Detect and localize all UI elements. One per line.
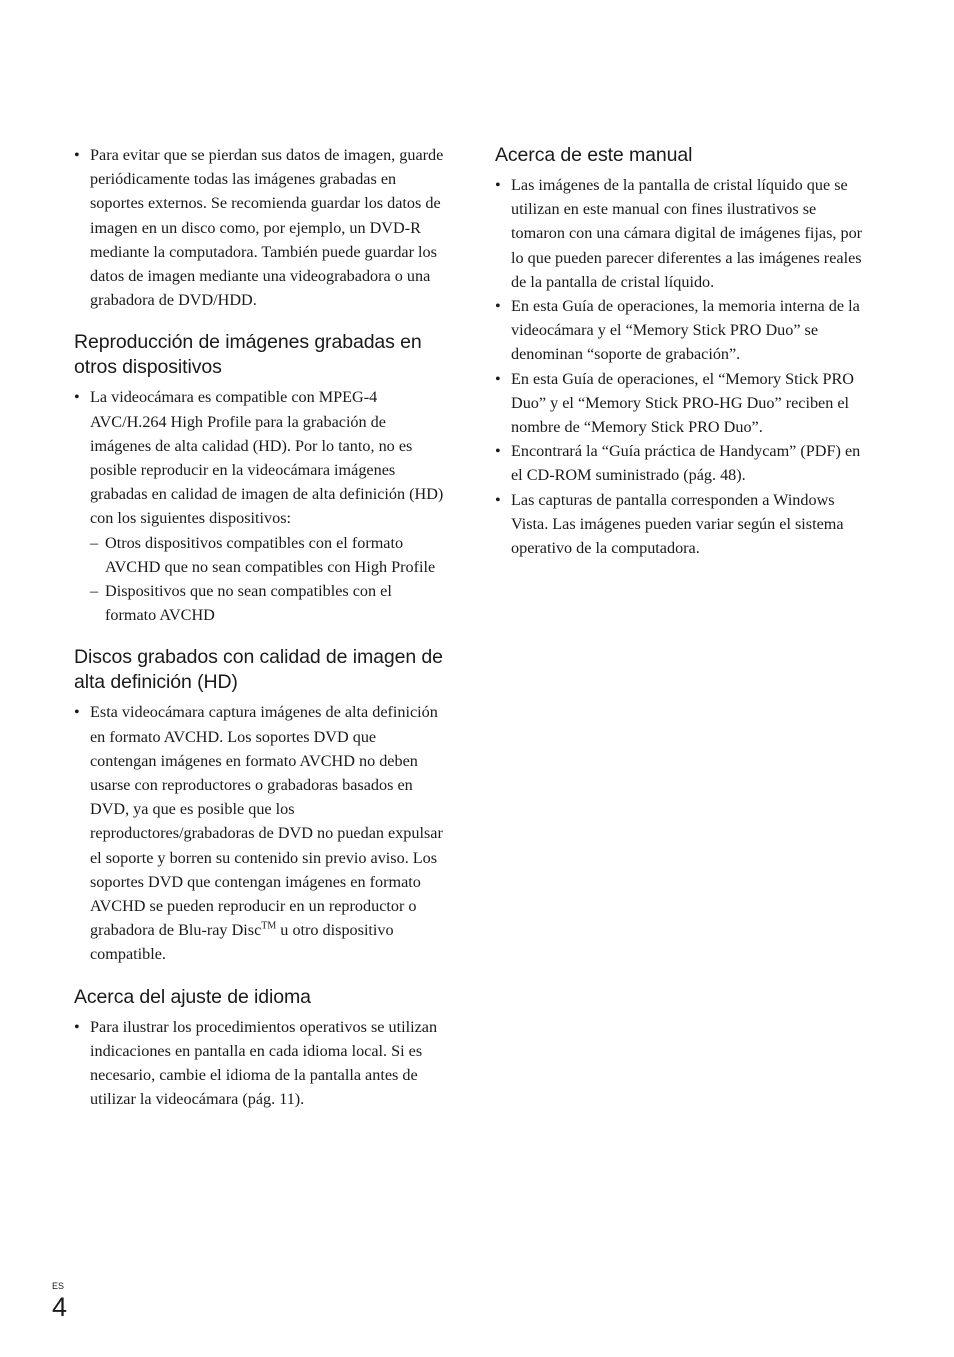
page-number-block [52, 1281, 67, 1322]
trademark-mark: TM [261, 920, 277, 932]
heading-playback: Reproducción de imágenes grabadas en otros dispositivos [74, 331, 422, 379]
discs-bullet [74, 700, 446, 966]
language-bullet: • Para ilustrar los procedimientos operativos se utilizan indicaciones en pantalla en cada idioma local. Si es necesario, cambie el idioma de la pantalla antes de utilizar la videocámara (pág. 11). [74, 1015, 446, 1112]
heading-language: Acerca del ajuste de idioma [74, 985, 311, 1008]
intro-bullet-list [74, 143, 446, 312]
language-code: ES [52, 1281, 65, 1291]
heading-manual: Acerca de este manual [495, 144, 693, 166]
playback-subitem: – Dispositivos que no sean compatibles con el formato AVCHD [90, 579, 446, 627]
intro-bullet: • Para evitar que se pierdan sus datos de imagen, guarde periódicamente todas las imágenes grabadas en soportes externos. Se recomienda guardar los datos de imagen en un disco como, por ejemplo, un DVD-R mediante la computadora. También puede guardar los datos de imagen mediante una videograbadora o una grabadora de DVD/HDD. [74, 143, 446, 312]
manual-bullet: • Las imágenes de la pantalla de cristal líquido que se utilizan en este manual con fines ilustrativos se tomaron con una cámara digital de imágenes fijas, por lo que pueden parecer diferentes a las imágenes reales de la pantalla de cristal líquido. [495, 173, 867, 294]
manual-bullet: • En esta Guía de operaciones, la memoria interna de la videocámara y el “Memory Stick PRO Duo” se denominan “soporte de grabación”. [495, 294, 867, 367]
playback-subitem: – Otros dispositivos compatibles con el formato AVCHD que no sean compatibles con High Profile [90, 531, 446, 579]
discs-bullet-text-end: u otro dispositivo compatible. [90, 921, 394, 964]
manual-bullet: • En esta Guía de operaciones, el “Memory Stick PRO Duo” y el “Memory Stick PRO-HG Duo” reciben el nombre de “Memory Stick PRO Duo”. [495, 367, 867, 440]
right-column [495, 143, 867, 560]
manual-bullet-list [495, 173, 867, 560]
discs-bullet-list [74, 700, 446, 966]
left-column [74, 143, 446, 1112]
playback-bullet [74, 385, 446, 627]
playback-bullet-list [74, 385, 446, 627]
playback-sublist [90, 531, 446, 628]
language-bullet-list [74, 1015, 446, 1112]
playback-bullet-text: La videocámara es compatible con MPEG-4 AVC/H.264 High Profile para la grabación de imágenes de alta calidad (HD). Por lo tanto, no es posible reproducir en la videocámara imágenes grabadas en calidad de imagen de alta definición (HD) con los siguientes dispositivos: [90, 388, 444, 528]
discs-bullet-text: Esta videocámara captura imágenes de alta definición en formato AVCHD. Los soportes DVD que contengan imágenes en formato AVCHD no deben usarse con reproductores o grabadoras basados en DVD, ya que es posible que los reproductores/grabadoras de DVD no puedan expulsar el soporte y borren su contenido sin previo aviso. Los soportes DVD que contengan imágenes en formato AVCHD se pueden reproducir en un reproductor o grabadora de Blu-ray Disc [90, 703, 443, 940]
page-number: 4 [52, 1292, 68, 1322]
heading-discs: Discos grabados con calidad de imagen de alta definición (HD) [74, 646, 443, 694]
manual-bullet: • Encontrará la “Guía práctica de Handycam” (PDF) en el CD-ROM suministrado (pág. 48). [495, 439, 867, 487]
manual-bullet: • Las capturas de pantalla corresponden a Windows Vista. Las imágenes pueden variar según el sistema operativo de la computadora. [495, 488, 867, 561]
